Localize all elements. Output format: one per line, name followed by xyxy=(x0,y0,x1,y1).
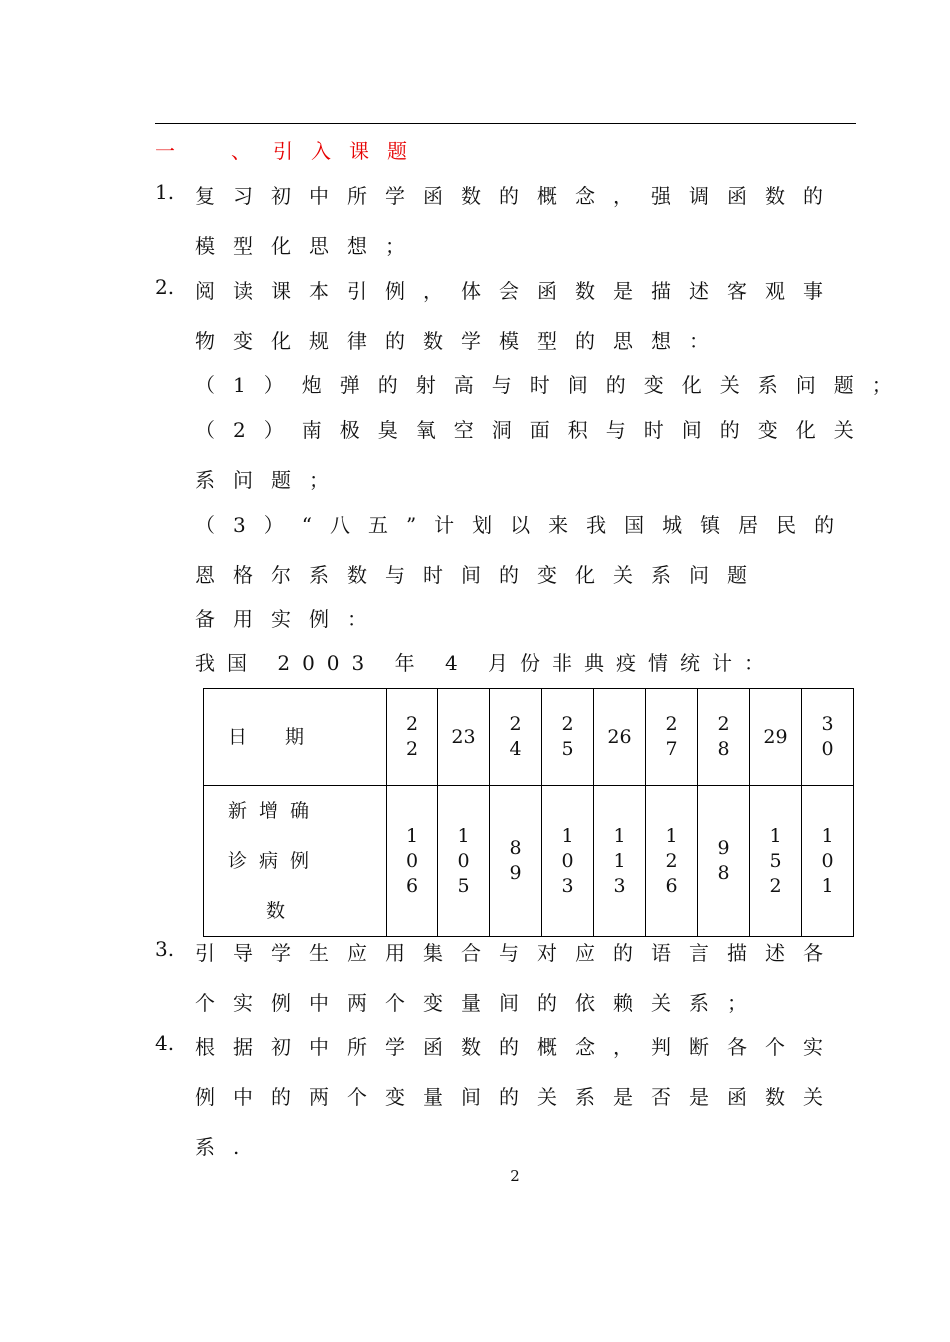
date-cell: 28 xyxy=(698,689,750,786)
item-3-line-2: 个实例中两个变量间的依赖关系； xyxy=(195,991,765,1015)
date-row-header: 日 期 xyxy=(204,689,387,786)
date-cell: 25 xyxy=(542,689,594,786)
date-cell: 24 xyxy=(490,689,542,786)
item-3-line-1: 引导学生应用集合与对应的语言描述各 xyxy=(195,941,841,965)
item-4-line-2: 例中的两个变量间的关系是否是函数关 xyxy=(195,1085,841,1109)
item-3-number: 3. xyxy=(155,937,175,961)
backup-label: 备用实例： xyxy=(195,607,385,631)
section-heading-number: 一 、 xyxy=(155,139,269,163)
page-number: 2 xyxy=(510,1167,520,1185)
cases-cell: 103 xyxy=(542,786,594,937)
cases-cell: 126 xyxy=(646,786,698,937)
item-2-number: 2. xyxy=(155,275,175,299)
item-1-number: 1. xyxy=(155,180,175,204)
example-2-line-1: （2）南极臭氧空洞面积与时间的变化关 xyxy=(195,418,872,442)
item-1-line-2: 模型化思想； xyxy=(195,234,423,258)
header-rule xyxy=(155,123,856,124)
example-3-line-1: （3）“八五”计划以来我国城镇居民的 xyxy=(195,513,853,537)
item-4-number: 4. xyxy=(155,1031,175,1055)
section-heading-title: 引入课题 xyxy=(273,139,425,163)
example-2-line-2: 系问题； xyxy=(195,468,347,492)
item-4-line-3: 系. xyxy=(195,1135,258,1159)
cases-cell: 152 xyxy=(750,786,802,937)
item-2-line-2: 物变化规律的数学模型的思想： xyxy=(195,329,727,353)
cases-cell: 89 xyxy=(490,786,542,937)
date-cell: 30 xyxy=(802,689,854,786)
item-4-line-1: 根据初中所学函数的概念，判断各个实 xyxy=(195,1035,841,1059)
sars-intro: 我国 2003 年 4 月份非典疫情统计： xyxy=(195,651,777,675)
date-cell: 27 xyxy=(646,689,698,786)
table-row xyxy=(204,689,854,786)
example-3-line-2: 恩格尔系数与时间的变化关系问题 xyxy=(195,563,765,587)
cases-cell: 101 xyxy=(802,786,854,937)
table-row xyxy=(204,786,854,937)
cases-cell: 106 xyxy=(387,786,438,937)
cases-cell: 105 xyxy=(438,786,490,937)
new-cases-row-header: 新增确 诊病例 数 xyxy=(204,786,387,937)
cases-cell: 113 xyxy=(594,786,646,937)
item-1-line-1: 复习初中所学函数的概念，强调函数的 xyxy=(195,184,841,208)
item-2-line-1: 阅读课本引例，体会函数是描述客观事 xyxy=(195,279,841,303)
date-cell: 26 xyxy=(594,689,646,786)
example-1: （1）炮弹的射高与时间的变化关系问题； xyxy=(195,373,910,397)
date-cell: 23 xyxy=(438,689,490,786)
date-cell: 22 xyxy=(387,689,438,786)
date-cell: 29 xyxy=(750,689,802,786)
sars-statistics-table xyxy=(203,688,854,937)
cases-cell: 98 xyxy=(698,786,750,937)
